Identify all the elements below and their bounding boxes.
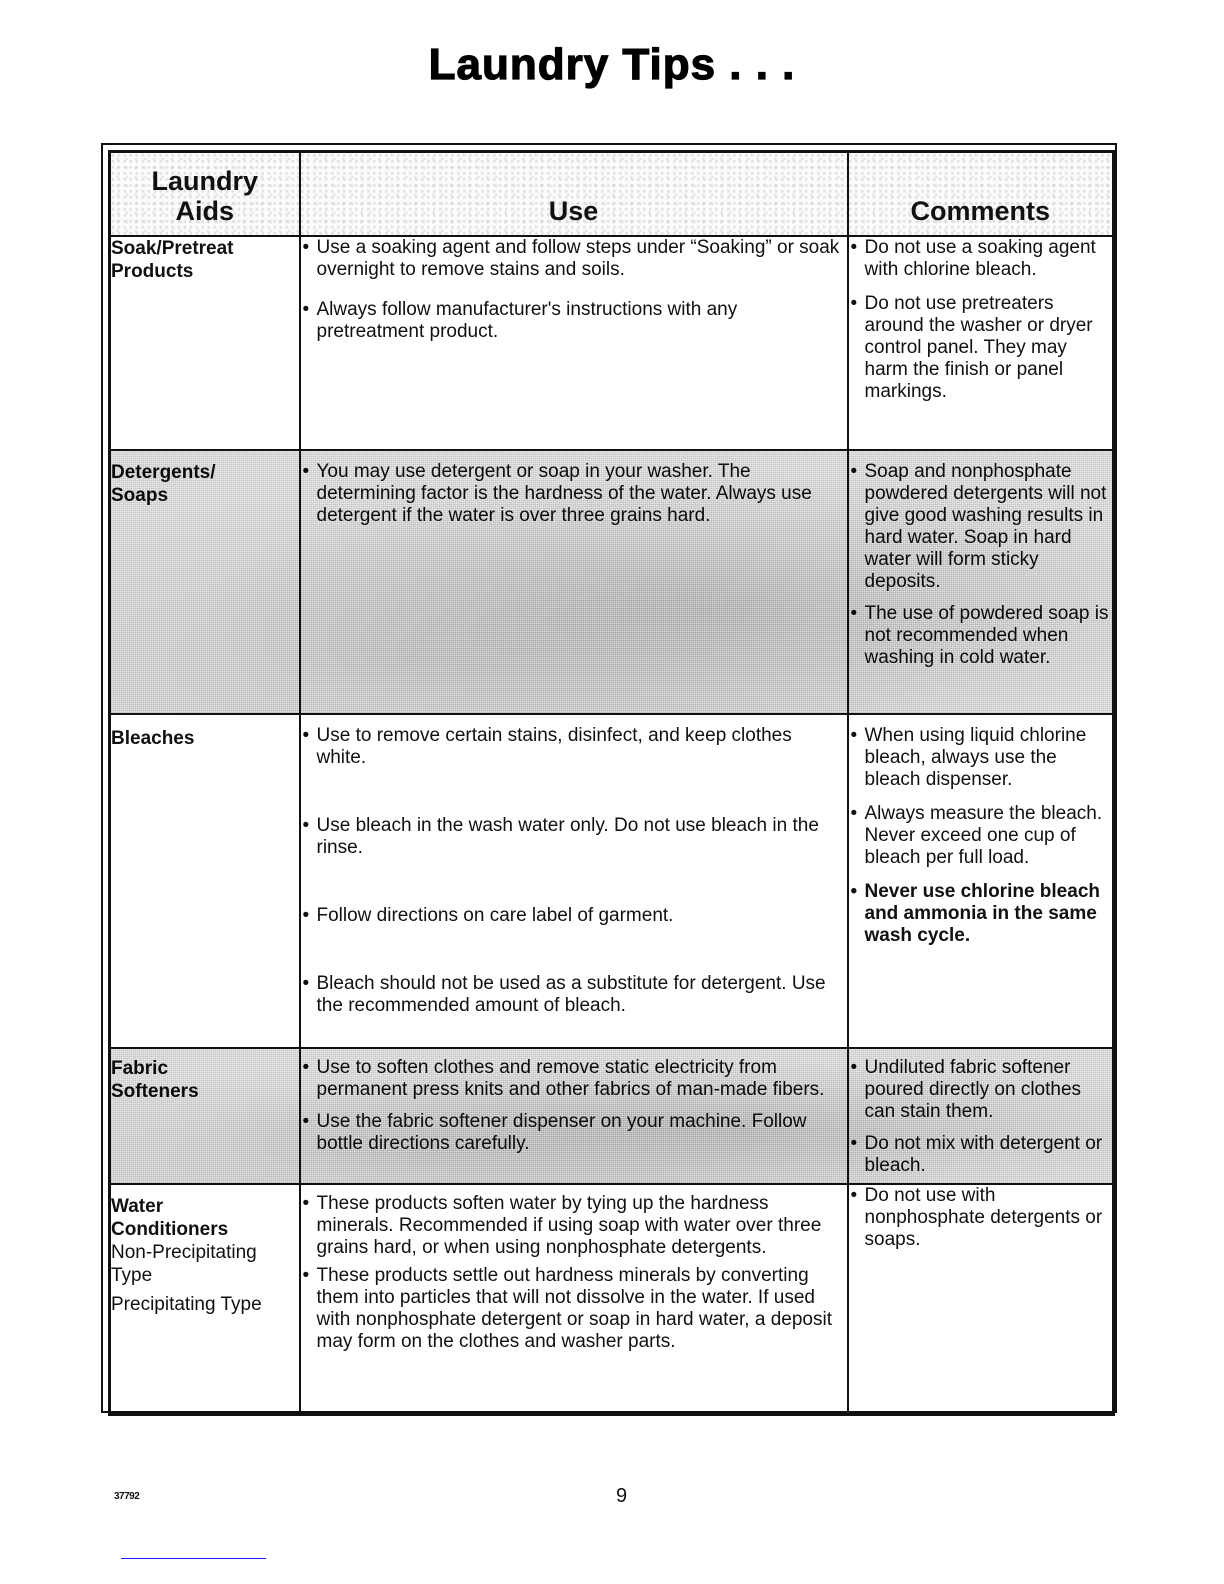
aid-name: Fabric [111,1058,169,1079]
page-number: 9 [616,1485,628,1507]
laundry-tips-table [108,150,1115,1416]
header-laundry-aids-line2: Aids [175,196,234,226]
header-comments: Comments [848,152,1114,237]
table-row-fabric-softeners [110,1048,1114,1184]
use-bullet: • Use bleach in the wash water only. Do not use bleach in the rinse. [301,815,847,859]
header-laundry-aids-line1: Laundry [151,166,258,196]
comments-cell [848,1184,1114,1414]
use-bullet: • Always follow manufacturer's instructions with any pretreatment product. [301,299,847,343]
comment-bullet: • The use of powdered soap is not recommended when washing in cold water. [849,603,1113,669]
aid-name: Conditioners [111,1219,229,1240]
use-bullet: • These products soften water by tying up the hardness minerals. Recommended if using soap with water over three grains hard, or when using nonphosphate detergents. [301,1193,847,1259]
comment-bullet: • When using liquid chlorine bleach, always use the bleach dispenser. [849,725,1113,791]
use-bullet: • Use a soaking agent and follow steps under “Soaking” or soak overnight to remove stains and soils. [301,237,847,281]
use-cell [300,450,848,714]
use-cell [300,714,848,1048]
use-bullet: • Use to remove certain stains, disinfect, and keep clothes white. [301,725,847,769]
aid-subtype: Type [111,1265,153,1286]
table-header-row [110,152,1114,237]
use-bullet: • Bleach should not be used as a substitute for detergent. Use the recommended amount of bleach. [301,973,847,1017]
table-row-bleaches [110,714,1114,1048]
aid-subtype: Non-Precipitating [111,1242,257,1263]
page-title: Laundry Tips . . . [428,40,796,89]
comment-bullet: • Always measure the bleach. Never exceed one cup of bleach per full load. [849,803,1113,869]
comment-bullet: • Soap and nonphosphate powdered detergents will not give good washing results in hard water. Soap in hard water will form sticky deposits. [849,461,1113,593]
table-row-water-conditioners [110,1184,1114,1414]
use-cell [300,1184,848,1414]
comment-bullet: • Do not mix with detergent or bleach. [849,1133,1113,1177]
comment-bullet: • Do not use a soaking agent with chlorine bleach. [849,237,1113,281]
aid-name: Products [111,261,194,282]
comment-bullet: • Do not use pretreaters around the washer or dryer control panel. They may harm the finish or panel markings. [849,293,1113,403]
aid-cell [110,1048,300,1184]
use-cell [300,236,848,450]
table-row-soak-pretreat [110,236,1114,450]
use-bullet: • You may use detergent or soap in your washer. The determining factor is the hardness of the water. Always use detergent if the water is over three grains hard. [301,461,847,527]
aid-cell [110,714,300,1048]
comment-bullet: • Do not use with nonphosphate detergents or soaps. [849,1185,1113,1251]
aid-subtype: Precipitating Type [111,1294,262,1315]
use-bullet: • Use to soften clothes and remove static electricity from permanent press knits and other fabrics of man-made fibers. [301,1057,847,1101]
comments-cell [848,1048,1114,1184]
comments-cell [848,714,1114,1048]
aid-cell [110,450,300,714]
header-laundry-aids [110,152,300,237]
aid-name: Detergents/ [111,462,216,483]
comments-cell [848,450,1114,714]
aid-name: Water [111,1196,164,1217]
document-code: 37792 [114,1491,140,1502]
aid-name: Bleaches [111,728,195,749]
use-cell [300,1048,848,1184]
use-bullet: • Use the fabric softener dispenser on your machine. Follow bottle directions carefully. [301,1111,847,1155]
comments-cell [848,236,1114,450]
link-underline[interactable] [121,1558,266,1559]
aid-cell [110,236,300,450]
table-row-detergents-soaps [110,450,1114,714]
aid-name: Soaps [111,485,169,506]
aid-name: Soak/Pretreat [111,238,234,259]
aid-cell [110,1184,300,1414]
header-use: Use [300,152,848,237]
comment-bullet-warning: • Never use chlorine bleach and ammonia in the same wash cycle. [849,881,1113,947]
comment-bullet: • Undiluted fabric softener poured directly on clothes can stain them. [849,1057,1113,1123]
use-bullet: • These products settle out hardness minerals by converting them into particles that will not dissolve in the water. If used with nonphosphate detergent or soap in hard water, a deposit may form on the clothes and washer parts. [301,1265,847,1353]
aid-name: Softeners [111,1081,199,1102]
use-bullet: • Follow directions on care label of garment. [301,905,847,927]
